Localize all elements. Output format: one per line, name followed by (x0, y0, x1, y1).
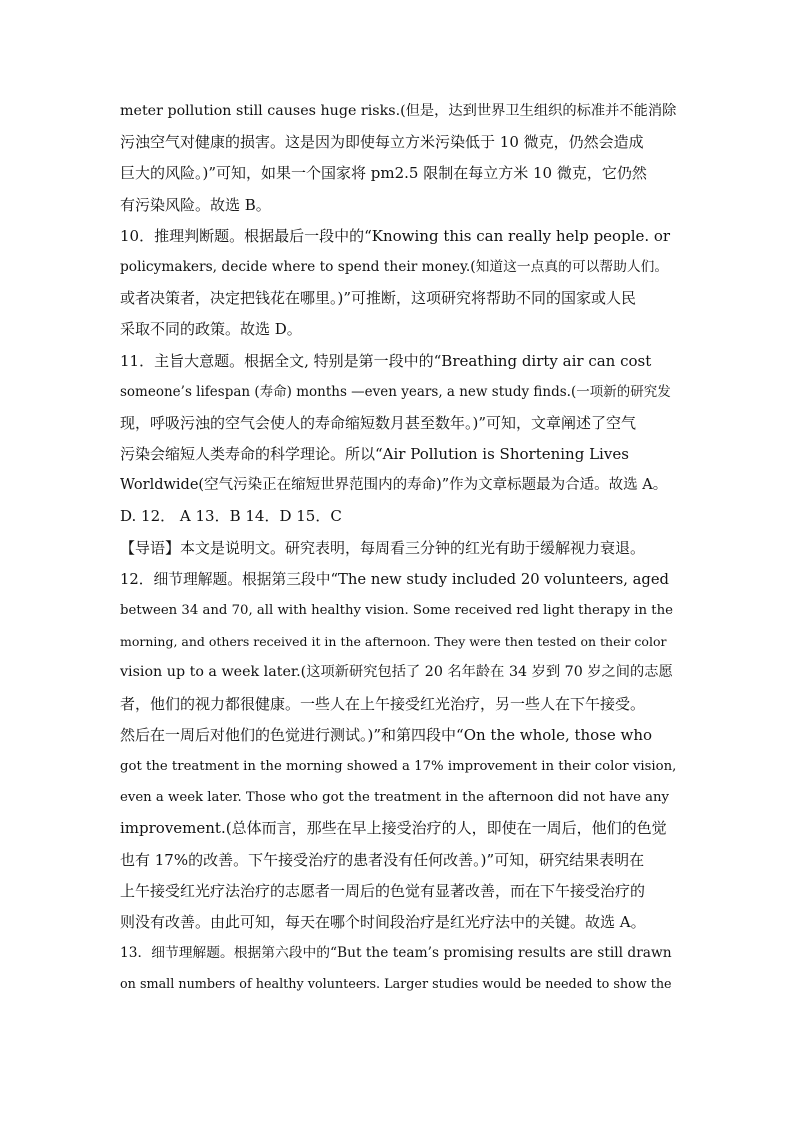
text-line: Worldwide(空气污染正在缩短世界范围内的寿命)”作为文章标题最为合适。故选 A。 (120, 477, 668, 494)
text-line: 者，他们的视力都很健康。一些人在上午接受红光治疗，另一些人在下午接受。 (120, 694, 646, 713)
text-line: 现，呼吸污浊的空气会使人的寿命缩短数月甚至数年。)”可知，文章阐述了空气 (120, 413, 637, 432)
text-line: improvement.(总体而言，那些在早上接受治疗的人，即使在一周后，他们的色觉 (120, 819, 667, 838)
text-line: 采取不同的政策。故选 D。 (120, 320, 302, 339)
text-line: 污染会缩短人类寿命的科学理论。所以“Air Pollution is Shortening Lives (120, 445, 629, 464)
text-line: between 34 and 70, all with healthy vision. Some received red light therapy in the (120, 603, 673, 618)
text-line: 11．主旨大意题。根据全文, 特别是第一段中的“Breathing dirty air can cost (120, 351, 652, 370)
text-line: 污浊空气对健康的损害。这是因为即使每立方米污染低于 10 微克，仍然会造成 (120, 133, 644, 152)
text-line: 10．推理判断题。根据最后一段中的“Knowing this can really help people. or (120, 226, 671, 245)
text-line: 上午接受红光疗法治疗的志愿者一周后的色觉有显著改善，而在下午接受治疗的 (120, 881, 646, 900)
text-line: 12．细节理解题。根据第三段中“The new study included 20 volunteers, aged (120, 570, 669, 588)
text-line: even a week later. Those who got the treatment in the afternoon did not have any (120, 790, 670, 806)
text-line: 巨大的风险。)”可知，如果一个国家将 pm2.5 限制在每立方米 10 微克，它仍然 (120, 164, 647, 183)
text-line: on small numbers of healthy volunteers. Larger studies would be needed to show the (120, 977, 672, 993)
text-line: morning, and others received it in the afternoon. They were then tested on their color (120, 634, 667, 650)
text-line: 则没有改善。由此可知，每天在哪个时间段治疗是红光疗法中的关键。故选 A。 (120, 912, 646, 931)
text-line: someone’s lifespan (寿命) months —even years, a new study finds.(一项新的研究发 (120, 383, 671, 400)
text-line: 有污染风险。故选 B。 (120, 195, 271, 214)
text-line: 也有 17%的改善。下午接受治疗的患者没有任何改善。)”可知，研究结果表明在 (120, 850, 645, 869)
text-line: meter pollution still causes huge risks.(但是，达到世界卫生组织的标准并不能消除 (120, 103, 677, 119)
text-line: 然后在一周后对他们的色觉进行测试。)”和第四段中“On the whole, those who (120, 725, 653, 744)
guide-heading-line: 【导语】本文是说明文。研究表明，每周看三分钟的红光有助于缓解视力衰退。 (120, 538, 646, 557)
text-line: 或者决策者，决定把钱花在哪里。)”可推断，这项研究将帮助不同的国家或人民 (120, 289, 637, 308)
answer-key-line: D. 12． A 13．B 14．D 15．C (120, 507, 342, 526)
text-line: vision up to a week later.(这项新研究包括了 20 名年龄在 34 岁到 70 岁之间的志愿 (120, 664, 673, 681)
text-line: got the treatment in the morning showed a 17% improvement in their color vision, (120, 758, 677, 774)
text-line: policymakers, decide where to spend their money.(知道这一点真的可以帮助人们。 (120, 258, 669, 275)
document-body (120, 96, 676, 1000)
text-line: 13．细节理解题。根据第六段中的“But the team’s promising results are still drawn (120, 945, 672, 962)
